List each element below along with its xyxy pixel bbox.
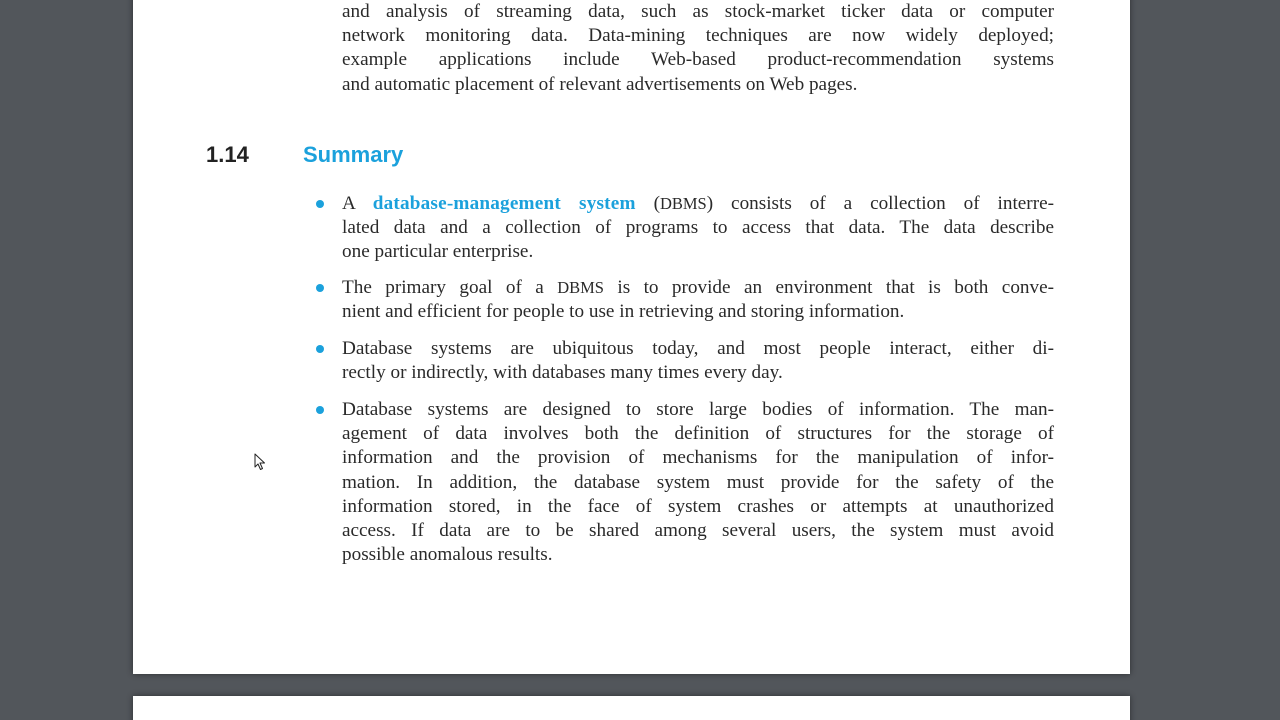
text-line: and automatic placement of relevant advertisements on Web pages. (342, 73, 858, 95)
acronym: DBMS (557, 278, 604, 297)
text-run: A (342, 193, 373, 214)
section-number: 1.14 (206, 142, 249, 167)
text-line: example applications include Web-based product-recommendation systems (342, 49, 1054, 71)
text-line: possible anomalous results. (342, 544, 553, 566)
text-line: lated data and a collection of programs to access that data. The data describe (342, 217, 1054, 239)
bullet-dot-icon (316, 284, 324, 292)
text-line: and analysis of streaming data, such as stock-market ticker data or computer (342, 1, 1054, 22)
text-line: access. If data are to be shared among several users, the system must avoid (342, 520, 1054, 542)
text-line (342, 192, 1054, 216)
section-title: Summary (303, 142, 404, 167)
text-line (342, 276, 1054, 300)
text-run: ) consists of a collection of interre- (706, 193, 1054, 214)
text-line: mation. In addition, the database system must provide for the safety of the (342, 471, 1054, 493)
text-line: Database systems are ubiquitous today, and most people interact, either di- (342, 338, 1054, 359)
text-line: information and the provision of mechanisms for the manipulation of infor- (342, 447, 1054, 469)
text-line: agement of data involves both the definition of structures for the storage of (342, 423, 1054, 445)
key-term: database-management system (372, 193, 636, 214)
text-line: Database systems are designed to store large bodies of information. The man- (342, 399, 1054, 420)
text-run: The primary goal of a (342, 277, 558, 298)
acronym: DBMS (659, 194, 707, 213)
summary-bullet (342, 337, 1054, 385)
text-line: nient and efficient for people to use in retrieving and storing information. (342, 301, 905, 323)
summary-bullet (342, 398, 1054, 567)
document-page-1 (133, 0, 1130, 674)
text-line: information stored, in the face of system crashes or attempts at unauthorized (342, 495, 1054, 517)
summary-bullet (342, 192, 1054, 265)
document-page-2 (133, 696, 1130, 720)
bullet-dot-icon (316, 200, 324, 208)
mouse-pointer-icon (254, 453, 266, 471)
intro-paragraph (342, 0, 1054, 98)
bullet-dot-icon (316, 406, 324, 414)
text-run: is to provide an environment that is both conve- (603, 277, 1055, 298)
text-line: rectly or indirectly, with databases many times every day. (342, 362, 783, 384)
text-line: network monitoring data. Data-mining techniques are now widely deployed; (342, 25, 1054, 47)
bullet-dot-icon (316, 345, 324, 353)
text-line: one particular enterprise. (342, 241, 534, 263)
summary-bullet (342, 276, 1054, 324)
text-run: ( (635, 193, 660, 214)
